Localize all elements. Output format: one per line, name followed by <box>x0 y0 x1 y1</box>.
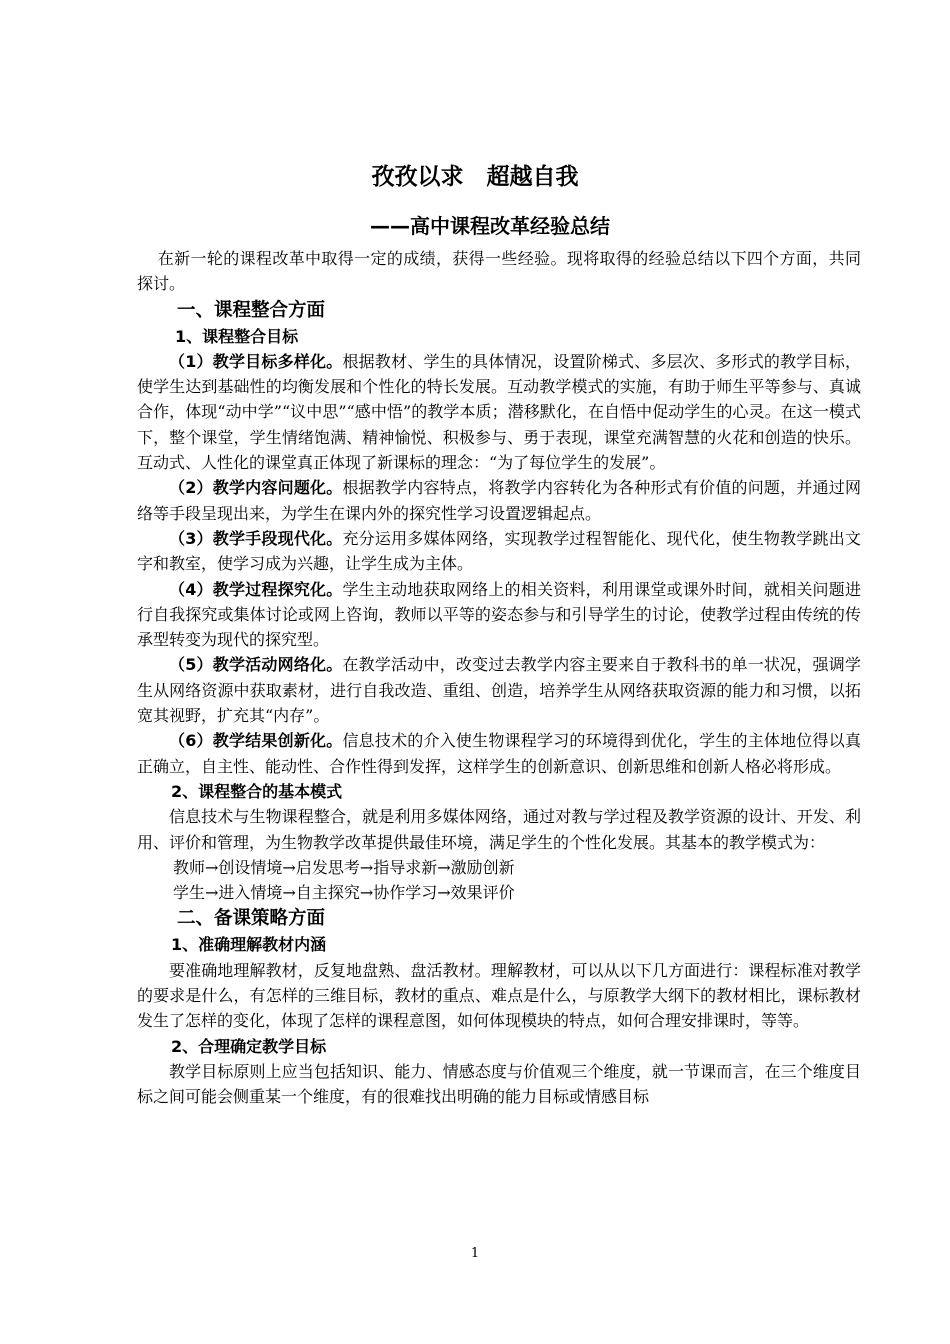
teacher-flow: 教师→创设情境→启发思考→指导求新→激励创新 <box>173 857 515 877</box>
item-text: 在教学活动中，改变过去教学内容主要来自于教科书的单一状况，强调学生从网络资源中获取素材，进行自我改造、重组、创造，培养学生从网络获取资源的能力和习惯，以拓宽其视野，扩充其“内存”。 <box>137 655 861 726</box>
subsection-heading-1-1: 1、课程整合目标 <box>175 326 299 346</box>
list-item <box>137 349 861 475</box>
subsection-heading-1-2: 2、课程整合的基本模式 <box>171 781 343 801</box>
subsection-heading-2-2: 2、合理确定教学目标 <box>171 1036 327 1056</box>
item-text: 充分运用多媒体网络，实现教学过程智能化、现代化，使生物教学跳出文字和教室，使学习成为兴趣，让学生成为主体。 <box>137 528 861 574</box>
document-title: 孜孜以求 超越自我 <box>371 164 579 190</box>
item-label: （2）教学内容问题化。 <box>169 478 343 498</box>
item-label: （6）教学结果创新化。 <box>169 731 343 751</box>
document-subtitle: ——高中课程改革经验总结 <box>370 214 610 238</box>
model-paragraph: 信息技术与生物课程整合，就是利用多媒体网络，通过对教与学过程及教学资源的设计、开发、利用、评价和管理，为生物教学改革提供最佳环境，满足学生的个性化发展。其基本的教学模式为： <box>137 807 861 852</box>
objectives-paragraph: 教学目标原则上应当包括知识、能力、情感态度与价值观三个维度，就一节课而言，在三个维度目标之间可能会侧重某一个维度，有的很难找出明确的能力目标或情感目标 <box>137 1061 861 1107</box>
textbook-paragraph: 要准确地理解教材，反复地盘熟、盘活教材。理解教材，可以从以下几方面进行：课程标准对教学的要求是什么，有怎样的三维目标，教材的重点、难点是什么，与原教学大纲下的教材相比，课标教材发生了怎样的变化，体现了怎样的课程意图，如何体现模块的特点，如何合理安排课时，等等。 <box>137 960 861 1031</box>
list-item <box>137 652 861 728</box>
list-item <box>137 526 861 577</box>
intro-paragraph: 在新一轮的课程改革中取得一定的成绩，获得一些经验。现将取得的经验总结以下四个方面，共同探讨。 <box>137 249 861 294</box>
page-number: 1 <box>470 1246 480 1261</box>
item-text: 学生主动地获取网络上的相关资料，利用课堂或课外时间，就相关问题进行自我探究或集体讨论或网上咨询，教师以平等的姿态参与和引导学生的讨论，使教学过程由传统的传承型转变为现代的探究型。 <box>137 579 861 650</box>
list-item <box>137 577 861 653</box>
item-text: 根据教学内容特点，将教学内容转化为各种形式有价值的问题，并通过网络等手段呈现出来，为学生在课内外的探究性学习设置逻辑起点。 <box>137 478 861 523</box>
subsection-heading-2-1: 1、准确理解教材内涵 <box>171 935 327 955</box>
item-label: （3）教学手段现代化。 <box>169 528 343 548</box>
list-item <box>137 475 861 526</box>
section-heading-2: 二、备课策略方面 <box>177 908 326 930</box>
item-text: 信息技术的介入使生物课程学习的环境得到优化，学生的主体地位得以真正确立，自主性、能动性、合作性得到发挥，这样学生的创新意识、创新思维和创新人格必将形成。 <box>137 731 861 776</box>
section-heading-1: 一、课程整合方面 <box>177 299 326 321</box>
student-flow: 学生→进入情境→自主探究→协作学习→效果评价 <box>173 883 515 903</box>
item-label: （1）教学目标多样化。 <box>169 351 343 371</box>
item-label: （5）教学活动网络化。 <box>169 655 343 675</box>
item-label: （4）教学过程探究化。 <box>169 579 343 599</box>
document-body <box>137 246 861 1110</box>
list-item <box>137 728 861 779</box>
item-text: 根据教材、学生的具体情况，设置阶梯式、多层次、多形式的教学目标，使学生达到基础性的均衡发展和个性化的特长发展。互动教学模式的实施，有助于师生平等参与、真诚合作，体现“动中学”“议中思”“感中悟”的教学本质；潜移默化，在自悟中促动学生的心灵。在这一模式下，整个课堂，学生情绪饱满、精神愉悦、积极参与、勇于表现，课堂充满智慧的火花和创造的快乐。互动式、人性化的课堂真正体现了新课标的理念：“为了每位学生的发展”。 <box>137 351 861 473</box>
